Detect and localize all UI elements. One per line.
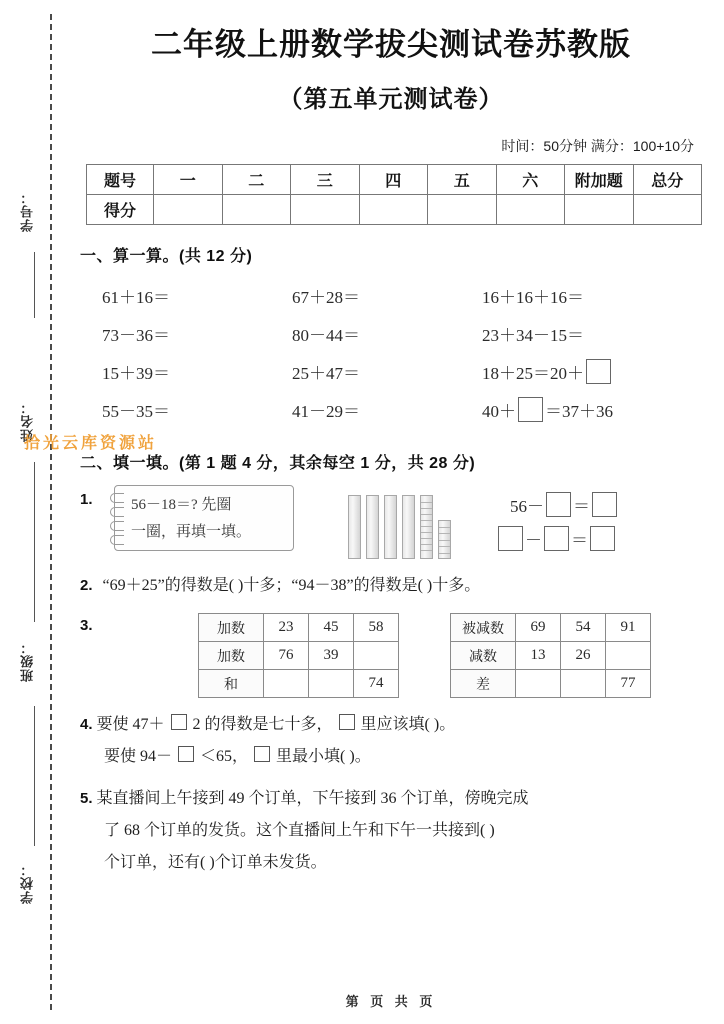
counting-sticks-illustration — [348, 487, 452, 559]
watermark-text: 拾光云库资源站 — [24, 435, 158, 452]
cell[interactable]: 39 — [309, 642, 354, 670]
question-4 — [80, 709, 724, 773]
answer-box[interactable] — [498, 526, 523, 551]
q4-text-b: 2 的得数是七十多， — [192, 716, 333, 734]
score-col-1: 一 — [154, 165, 223, 195]
eq-prefix: 56－ — [510, 496, 544, 516]
question-2-number: 2. — [80, 577, 93, 595]
calc-item: 23＋34－15＝ — [482, 325, 584, 345]
table-row — [199, 614, 399, 642]
question-5-line-1 — [80, 783, 724, 815]
question-3 — [80, 613, 724, 699]
score-col-6: 六 — [496, 165, 565, 195]
q4-text-c: 里应该填( )。 — [360, 716, 456, 734]
calc-item: 41－29＝ — [292, 401, 360, 421]
score-cell-1[interactable] — [154, 195, 223, 225]
score-table-row-label-0: 题号 — [87, 165, 154, 195]
page-footer: 第 页 共 页 — [345, 994, 437, 1009]
calc-item-tail: ＝37＋36 — [545, 401, 613, 421]
cell[interactable] — [354, 642, 399, 670]
score-col-bonus: 附加题 — [565, 165, 634, 195]
answer-box[interactable] — [590, 526, 615, 551]
calc-item-text: 40＋ — [482, 401, 516, 421]
question-5 — [80, 783, 724, 879]
answer-box[interactable] — [339, 714, 355, 730]
cell[interactable]: 13 — [516, 642, 561, 670]
q4-text-a: 要使 47＋ — [96, 716, 165, 734]
q5-text-1: 某直播间上午接到 49 个订单，下午接到 36 个订单，傍晚完成 — [96, 790, 529, 808]
cell[interactable]: 91 — [606, 614, 651, 642]
calc-item: 61＋16＝ — [102, 287, 170, 307]
row-label-addend-2: 加数 — [199, 642, 264, 670]
answer-box[interactable] — [546, 492, 571, 517]
score-cell-5[interactable] — [428, 195, 497, 225]
spiral-ring-icon — [110, 521, 124, 531]
row-label-addend-1: 加数 — [199, 614, 264, 642]
cell[interactable]: 69 — [516, 614, 561, 642]
exam-page — [58, 0, 724, 1024]
score-cell-6[interactable] — [496, 195, 565, 225]
stick-full-segmented — [420, 495, 433, 559]
answer-box[interactable] — [586, 359, 611, 384]
answer-box[interactable] — [254, 746, 270, 762]
cell[interactable] — [516, 670, 561, 698]
cell[interactable]: 26 — [561, 642, 606, 670]
addition-table — [198, 613, 399, 698]
row-label-subtrahend: 减数 — [451, 642, 516, 670]
score-cell-3[interactable] — [291, 195, 360, 225]
calc-item: 67＋28＝ — [292, 287, 360, 307]
calc-item: 15＋39＝ — [102, 363, 170, 383]
question-1-equation-row-1 — [480, 487, 720, 521]
table-row — [199, 670, 399, 698]
score-col-3: 三 — [291, 165, 360, 195]
question-1-equation-row-2 — [480, 521, 720, 555]
question-1 — [80, 485, 724, 561]
score-col-4: 四 — [359, 165, 428, 195]
row-label-sum: 和 — [199, 670, 264, 698]
subtraction-table — [450, 613, 651, 698]
note-card-line-1: 56－18＝? 先圈 — [131, 497, 232, 514]
answer-box[interactable] — [592, 492, 617, 517]
title-block — [58, 0, 724, 114]
margin-label-student-id: 学号： — [20, 190, 35, 232]
answer-box[interactable] — [178, 746, 194, 762]
cell[interactable]: 58 — [354, 614, 399, 642]
score-col-total: 总分 — [633, 165, 702, 195]
score-cell-4[interactable] — [359, 195, 428, 225]
calc-row — [102, 314, 682, 352]
calc-item: 16＋16＋16＝ — [482, 287, 584, 307]
cell[interactable] — [561, 670, 606, 698]
margin-label-name: 姓名： — [20, 400, 35, 442]
score-col-5: 五 — [428, 165, 497, 195]
stick-full — [402, 495, 415, 559]
table-row — [451, 670, 651, 698]
calc-row — [102, 276, 682, 314]
score-cell-total[interactable] — [633, 195, 702, 225]
exam-meta-line: 时间：50分钟 满分：100+10分 — [501, 138, 694, 155]
margin-rule-2 — [34, 462, 35, 622]
calc-item: 73－36＝ — [102, 325, 170, 345]
question-1-number: 1. — [80, 491, 93, 509]
cell[interactable]: 54 — [561, 614, 606, 642]
stick-full — [384, 495, 397, 559]
note-card-line-2: 一圈，再填一填。 — [131, 524, 252, 541]
q4-text-c2: 里最小填( )。 — [276, 748, 371, 766]
question-2 — [80, 571, 724, 601]
margin-rule-3 — [34, 706, 35, 846]
question-4-line-1 — [80, 709, 724, 741]
answer-box[interactable] — [544, 526, 569, 551]
page-subtitle: （第五单元测试卷） — [278, 86, 504, 114]
note-card — [114, 485, 294, 551]
score-table-value-row — [87, 195, 702, 225]
cell[interactable] — [309, 670, 354, 698]
page-title: 二年级上册数学拔尖测试卷苏教版 — [151, 27, 631, 62]
row-label-minuend: 被减数 — [451, 614, 516, 642]
calculation-grid — [102, 276, 682, 428]
calc-item-with-box — [482, 397, 672, 422]
q4-text-a2: 要使 94－ — [104, 748, 173, 766]
margin-label-class: 班级： — [20, 640, 35, 682]
cell[interactable] — [264, 670, 309, 698]
section-2-title: 二、填一填。(第 1 题 4 分，其余每空 1 分，共 28 分) — [80, 455, 476, 473]
calc-row — [102, 390, 682, 428]
stick-full — [366, 495, 379, 559]
question-3-number: 3. — [80, 617, 93, 635]
table-row — [451, 614, 651, 642]
score-table-header-row — [87, 165, 702, 195]
calc-item: 25＋47＝ — [292, 363, 360, 383]
score-col-2: 二 — [222, 165, 291, 195]
calc-item-with-box — [482, 359, 672, 384]
score-cell-bonus[interactable] — [565, 195, 634, 225]
eq-equals: ＝ — [573, 496, 590, 516]
answer-box[interactable] — [171, 714, 187, 730]
cell[interactable]: 45 — [309, 614, 354, 642]
question-5-line-3: 个订单，还有( )个订单未发货。 — [104, 854, 327, 872]
spiral-ring-icon — [110, 507, 124, 517]
cell[interactable]: 23 — [264, 614, 309, 642]
section-1-title: 一、算一算。(共 12 分) — [80, 248, 253, 266]
spiral-ring-icon — [110, 535, 124, 545]
calc-item-text: 18＋25＝20＋ — [482, 363, 584, 383]
cell[interactable]: 77 — [606, 670, 651, 698]
stick-full — [348, 495, 361, 559]
answer-box[interactable] — [518, 397, 543, 422]
eq-equals: ＝ — [571, 530, 588, 550]
cell[interactable]: 74 — [354, 670, 399, 698]
calc-row — [102, 352, 682, 390]
question-2-text: “69＋25”的得数是( )十多；“94－38”的得数是( )十多。 — [102, 577, 481, 595]
stick-partial-segmented — [438, 520, 451, 559]
table-row — [451, 642, 651, 670]
table-row — [199, 642, 399, 670]
margin-rule-1 — [34, 252, 35, 318]
question-4-number: 4. — [80, 716, 93, 734]
question-5-line-2: 了 68 个订单的发货。这个直播间上午和下午一共接到( ) — [104, 822, 495, 840]
calc-item: 55－35＝ — [102, 401, 170, 421]
q4-text-b2: ＜65， — [200, 748, 249, 766]
margin-label-school: 学校： — [20, 862, 35, 904]
spiral-ring-icon — [110, 493, 124, 503]
score-table — [86, 164, 702, 225]
question-4-line-2 — [80, 741, 724, 773]
left-margin — [0, 0, 58, 1024]
score-table-row-label-1: 得分 — [87, 195, 154, 225]
dashed-fold-line — [50, 14, 52, 1010]
question-5-number: 5. — [80, 790, 93, 808]
eq-minus: － — [525, 530, 542, 550]
score-cell-2[interactable] — [222, 195, 291, 225]
cell[interactable]: 76 — [264, 642, 309, 670]
score-table-wrap — [58, 160, 724, 225]
question-1-equations — [480, 487, 720, 555]
cell[interactable] — [606, 642, 651, 670]
calc-item: 80－44＝ — [292, 325, 360, 345]
row-label-difference: 差 — [451, 670, 516, 698]
